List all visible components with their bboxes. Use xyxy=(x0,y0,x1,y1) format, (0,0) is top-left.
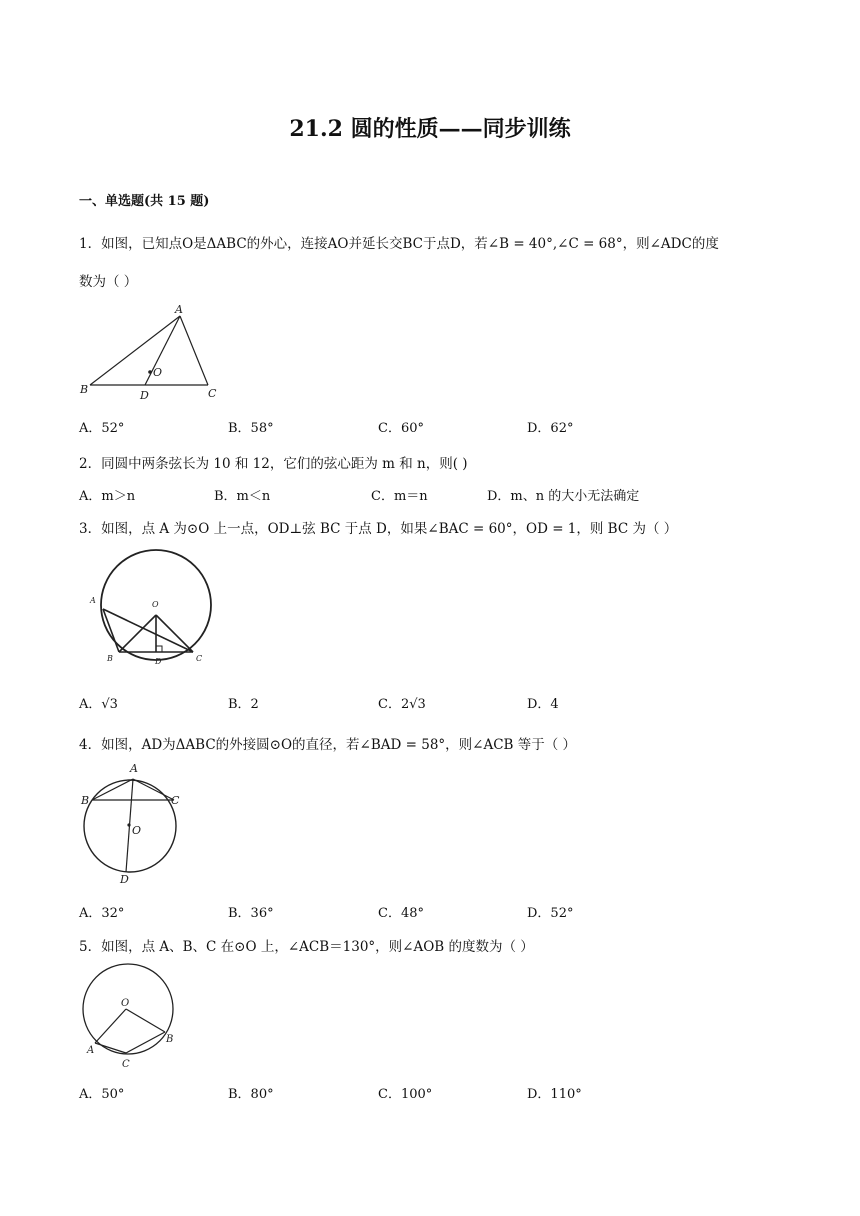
fig5-label-c: C xyxy=(122,1059,130,1070)
q3-option-d: D．4 xyxy=(527,697,559,712)
question-3-text: 3．如图，点 A 为⊙O 上一点，OD⊥弦 BC 于点 D，如果∠BAC = 60°，OD = 1，则 BC 为（ ） xyxy=(79,521,678,537)
q2-option-b: B．m＜n xyxy=(214,489,271,504)
fig5-label-b: B xyxy=(166,1034,174,1045)
q3-option-a: A．√3 xyxy=(79,697,118,712)
fig1-label-c: C xyxy=(208,387,217,400)
question-3-figure xyxy=(82,548,222,672)
question-5-text: 5．如图，点 A、B、C 在⊙O 上，∠ACB＝130°，则∠AOB 的度数为（ ） xyxy=(79,939,534,955)
fig3-label-b: B xyxy=(107,654,113,663)
fig4-label-b: B xyxy=(81,794,90,807)
fig5-label-o: O xyxy=(121,998,130,1009)
q4-option-c: C．48° xyxy=(378,906,424,921)
question-4-text: 4．如图，AD为ΔABC的外接圆⊙O的直径，若∠BAD = 58°，则∠ACB 等于（ ） xyxy=(79,737,577,753)
q1-option-a: A．52° xyxy=(79,421,125,436)
fig4-label-d: D xyxy=(120,873,129,886)
q2-option-c: C．m＝n xyxy=(371,489,428,504)
question-5-figure xyxy=(78,962,184,1072)
question-4-figure xyxy=(78,758,188,886)
question-1-text: 1．如图，已知点O是ΔABC的外心，连接AO并延长交BC于点D，若∠B = 40°,∠C = 68°，则∠ADC的度 xyxy=(79,236,719,252)
q5-option-a: A．50° xyxy=(79,1087,125,1102)
section-heading: 一、单选题(共 15 题) xyxy=(79,194,210,209)
q1-option-d: D．62° xyxy=(527,421,574,436)
page-title: 21.2 圆的性质——同步训练 xyxy=(289,116,571,142)
fig1-label-o: O xyxy=(153,366,163,379)
fig1-label-d: D xyxy=(140,389,149,402)
q3-option-b: B．2 xyxy=(228,697,259,712)
fig4-label-o: O xyxy=(132,824,142,837)
q1-option-b: B．58° xyxy=(228,421,274,436)
q5-option-b: B．80° xyxy=(228,1087,274,1102)
fig3-label-o: O xyxy=(152,600,159,609)
q4-option-a: A．32° xyxy=(79,906,125,921)
fig1-label-a: A xyxy=(175,303,183,316)
q4-option-b: B．36° xyxy=(228,906,274,921)
fig1-label-b: B xyxy=(80,383,89,396)
fig5-label-a: A xyxy=(87,1045,95,1056)
fig4-label-c: C xyxy=(171,794,180,807)
q5-option-c: C．100° xyxy=(378,1087,433,1102)
q5-option-d: D．110° xyxy=(527,1087,582,1102)
q4-option-d: D．52° xyxy=(527,906,574,921)
q1-option-c: C．60° xyxy=(378,421,424,436)
question-1-figure xyxy=(78,302,228,404)
question-2-text: 2．同圆中两条弦长为 10 和 12，它们的弦心距为 m 和 n，则( ) xyxy=(79,456,468,472)
q2-option-d: D．m、n 的大小无法确定 xyxy=(487,489,640,504)
fig3-label-d: D xyxy=(155,657,162,666)
fig4-label-a: A xyxy=(130,762,138,775)
question-1-text-cont: 数为（ ） xyxy=(79,274,138,290)
q2-option-a: A．m＞n xyxy=(79,489,136,504)
fig3-label-c: C xyxy=(196,654,203,663)
fig3-label-a: A xyxy=(90,596,96,605)
q3-option-c: C．2√3 xyxy=(378,697,426,712)
